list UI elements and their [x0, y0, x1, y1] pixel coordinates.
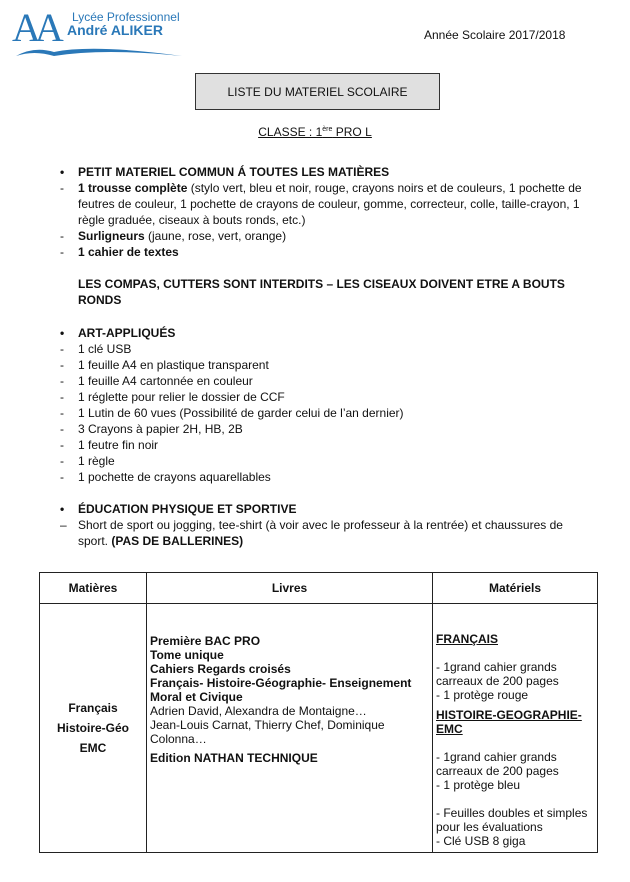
list-item: - Surligneurs (jaune, rose, vert, orange) [60, 229, 287, 243]
logo-mark: AA [12, 5, 58, 50]
section-heading: ÉDUCATION PHYSIQUE ET SPORTIVE [78, 502, 297, 516]
logo-line1: Lycée Professionnel [72, 10, 180, 24]
list-item: - 1 trousse complète (stylo vert, bleu et noir, rouge, crayons noirs et de couleurs, 1 pochette de feutres de couleur, 1 pochette de crayons de couleur, gomme, correcteur, colle, taille-crayon, 1 règle graduée, ciseaux à bouts ronds, etc.) [60, 181, 582, 227]
list-item: - 1 réglette pour relier le dossier de CCF [60, 390, 285, 404]
list-item: - 1 cahier de textes [60, 245, 179, 259]
list-item: - 1 pochette de crayons aquarellables [60, 470, 271, 484]
section-eps: • ÉDUCATION PHYSIQUE ET SPORTIVE – Short de sport ou jogging, tee-shirt (à voir avec le professeur à la rentrée) et chaussures de sport. (PAS DE BALLERINES) [60, 501, 590, 549]
list-item: – Short de sport ou jogging, tee-shirt (à voir avec le professeur à la rentrée) et chaussures de sport. (PAS DE BALLERINES) [60, 518, 563, 548]
school-year: Année Scolaire 2017/2018 [424, 28, 566, 42]
materials-cell: FRANÇAIS - 1grand cahier grands carreaux de 200 pages - 1 protège rouge HISTOIRE-GEOGRAPHIE-EMC - 1grand cahier grands carreaux de 200 pages - 1 protège bleu - Feuilles doubles et simples pour les évaluations - Clé USB 8 giga [433, 604, 598, 853]
section-commun: • PETIT MATERIEL COMMUN Á TOUTES LES MATIÈRES - 1 trousse complète (stylo vert, bleu et noir, rouge, crayons noirs et de couleurs, 1 pochette de feutres de couleur, 1 pochette de crayons de couleur, gomme, correcteur, colle, taille-crayon, 1 règle graduée, ciseaux à bouts ronds, etc.) - Surligneurs (jaune, rose, vert, orange) - 1 cahier de textes LES COMPAS, CUTTERS SONT INTERDITS – LES CISEAUX DOIVENT ETRE A BOUTS RONDS [60, 164, 590, 308]
list-item: - 1 feuille A4 cartonnée en couleur [60, 374, 253, 388]
section-heading: ART-APPLIQUÉS [78, 326, 176, 340]
school-logo [12, 5, 182, 60]
wave-icon [14, 44, 184, 60]
section-heading: PETIT MATERIEL COMMUN Á TOUTES LES MATIÈRES [78, 165, 390, 179]
list-item: - 1 règle [60, 454, 115, 468]
list-item: - 1 feuille A4 en plastique transparent [60, 358, 269, 372]
books-table: Matières Livres Matériels Français Histoire-Géo EMC Première BAC PRO Tome unique Cahiers Regards croisés Français- Histoire-Géographie- Enseignement Moral et Civique Adrien David, Alexandra de Montaigne… Jean-Louis Carnat, Thierry Chef, Dominique Colonna… Edition NATHAN TECHNIQUE FRANÇAIS - 1grand cahier grands carreaux de 200 pages - 1 protège rouge HISTOIRE-GEOGRAPHIE-EMC - 1grand cahier grands carreaux de 200 pages - 1 protège bleu - Feuilles doubles et simples pour les évaluations - Clé USB 8 giga [39, 572, 598, 853]
list-item: - 1 feutre fin noir [60, 438, 159, 452]
subjects-cell: Français Histoire-Géo EMC [40, 604, 147, 853]
class-label: CLASSE : 1ère PRO L [258, 125, 372, 139]
page-title: LISTE DU MATERIEL SCOLAIRE [195, 73, 440, 110]
section-art: • ART-APPLIQUÉS - 1 clé USB - 1 feuille A4 en plastique transparent - 1 feuille A4 cartonnée en couleur - 1 réglette pour relier le dossier de CCF - 1 Lutin de 60 vues (Possibilité de garder celui de l’an dernier) - 3 Crayons à papier 2H, HB, 2B - 1 feutre fin noir - 1 règle - 1 pochette de crayons aquarellables [60, 325, 590, 485]
warning-text: LES COMPAS, CUTTERS SONT INTERDITS – LES CISEAUX DOIVENT ETRE A BOUTS RONDS [78, 277, 565, 307]
logo-line2: André ALIKER [67, 22, 163, 38]
list-item: - 1 Lutin de 60 vues (Possibilité de garder celui de l’an dernier) [60, 406, 404, 420]
list-item: - 1 clé USB [60, 342, 132, 356]
books-cell: Première BAC PRO Tome unique Cahiers Regards croisés Français- Histoire-Géographie- Enseignement Moral et Civique Adrien David, Alexandra de Montaigne… Jean-Louis Carnat, Thierry Chef, Dominique Colonna… Edition NATHAN TECHNIQUE [147, 604, 433, 853]
list-item: - 3 Crayons à papier 2H, HB, 2B [60, 422, 243, 436]
